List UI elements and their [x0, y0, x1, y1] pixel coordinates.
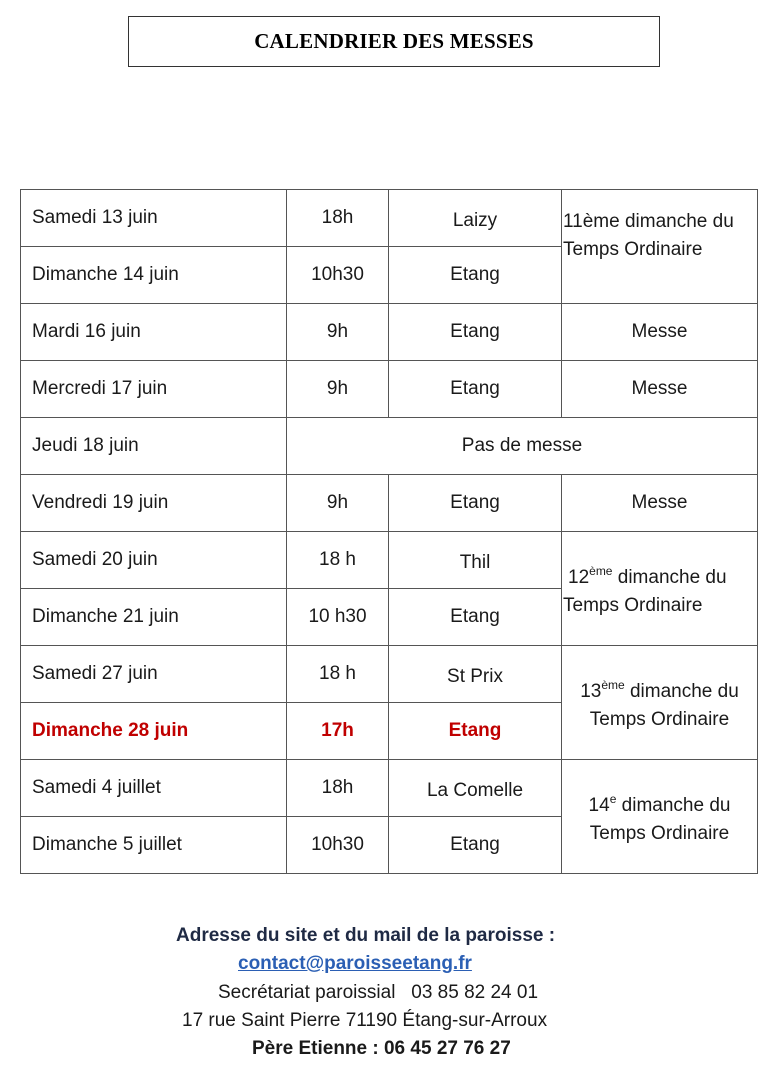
table-row — [21, 646, 758, 703]
day-cell: Dimanche 14 juin — [21, 247, 287, 304]
place-cell: Etang — [389, 589, 562, 646]
secretariat-line: Secrétariat paroissial 03 85 82 24 01 — [218, 982, 539, 1003]
day-cell: Dimanche 5 juillet — [21, 817, 287, 874]
no-mass-cell: Pas de messe — [287, 418, 758, 475]
place-cell: Etang — [389, 247, 562, 304]
place-cell: Etang — [389, 475, 562, 532]
day-cell: Mardi 16 juin — [21, 304, 287, 361]
address-line: 17 rue Saint Pierre 71190 Étang-sur-Arroux — [182, 1010, 548, 1031]
day-cell: Mercredi 17 juin — [21, 361, 287, 418]
time-cell: 9h — [287, 475, 389, 532]
time-cell: 18 h — [287, 646, 389, 703]
note-sup: e — [609, 792, 617, 806]
time-cell: 10h30 — [287, 247, 389, 304]
time-cell: 18h — [287, 760, 389, 817]
note-cell — [562, 646, 758, 760]
note-cell — [562, 190, 758, 304]
note-line1: 11ème dimanche du — [563, 211, 734, 232]
day-cell: Samedi 4 juillet — [21, 760, 287, 817]
note-cell: Messe — [562, 304, 758, 361]
place-cell: Etang — [389, 361, 562, 418]
day-cell: Samedi 20 juin — [21, 532, 287, 589]
note-text: dimanche du — [624, 681, 739, 702]
page-title: CALENDRIER DES MESSES — [254, 29, 534, 53]
time-cell: 9h — [287, 304, 389, 361]
place-cell: Etang — [389, 817, 562, 874]
note-line2: Temps Ordinaire — [589, 823, 730, 844]
place-cell: Thil — [389, 532, 562, 589]
table-row — [21, 532, 758, 589]
place-cell-highlight: Etang — [389, 703, 562, 760]
note-cell: Messe — [562, 475, 758, 532]
note-cell: Messe — [562, 361, 758, 418]
time-cell-highlight: 17h — [287, 703, 389, 760]
note-line2: Temps Ordinaire — [563, 239, 703, 260]
note-sup: ème — [601, 678, 625, 692]
day-cell: Dimanche 21 juin — [21, 589, 287, 646]
place-cell: La Comelle — [389, 760, 562, 817]
priest-phone: Père Etienne : 06 45 27 76 27 — [252, 1038, 511, 1059]
mass-schedule-table — [20, 189, 758, 874]
note-cell — [562, 532, 758, 646]
note-line1 — [562, 785, 757, 820]
table-row — [21, 361, 758, 418]
note-line2: Temps Ordinaire — [589, 709, 730, 730]
day-cell: Vendredi 19 juin — [21, 475, 287, 532]
note-number: 14 — [588, 795, 610, 816]
time-cell: 18 h — [287, 532, 389, 589]
place-cell: Laizy — [389, 190, 562, 247]
time-cell: 10 h30 — [287, 589, 389, 646]
time-cell: 9h — [287, 361, 389, 418]
place-cell: St Prix — [389, 646, 562, 703]
time-cell: 18h — [287, 190, 389, 247]
day-cell-highlight: Dimanche 28 juin — [21, 703, 287, 760]
note-text: dimanche du — [616, 795, 731, 816]
time-cell: 10h30 — [287, 817, 389, 874]
table-row — [21, 304, 758, 361]
footer-heading: Adresse du site et du mail de la paroisse : — [176, 925, 556, 946]
day-cell: Samedi 13 juin — [21, 190, 287, 247]
note-line1 — [563, 557, 757, 592]
note-sup: ème — [589, 564, 613, 578]
note-line2: Temps Ordinaire — [563, 595, 703, 616]
note-text: dimanche du — [612, 567, 727, 588]
table-row — [21, 760, 758, 817]
place-cell: Etang — [389, 304, 562, 361]
email-link[interactable]: contact@paroisseetang.fr — [238, 953, 472, 974]
note-cell — [562, 760, 758, 874]
note-line1 — [562, 671, 757, 706]
note-number: 13 — [580, 681, 602, 702]
table-row — [21, 418, 758, 475]
day-cell: Jeudi 18 juin — [21, 418, 287, 475]
note-number: 12 — [568, 567, 590, 588]
table-row — [21, 475, 758, 532]
day-cell: Samedi 27 juin — [21, 646, 287, 703]
table-row — [21, 190, 758, 247]
title-box — [128, 16, 660, 67]
